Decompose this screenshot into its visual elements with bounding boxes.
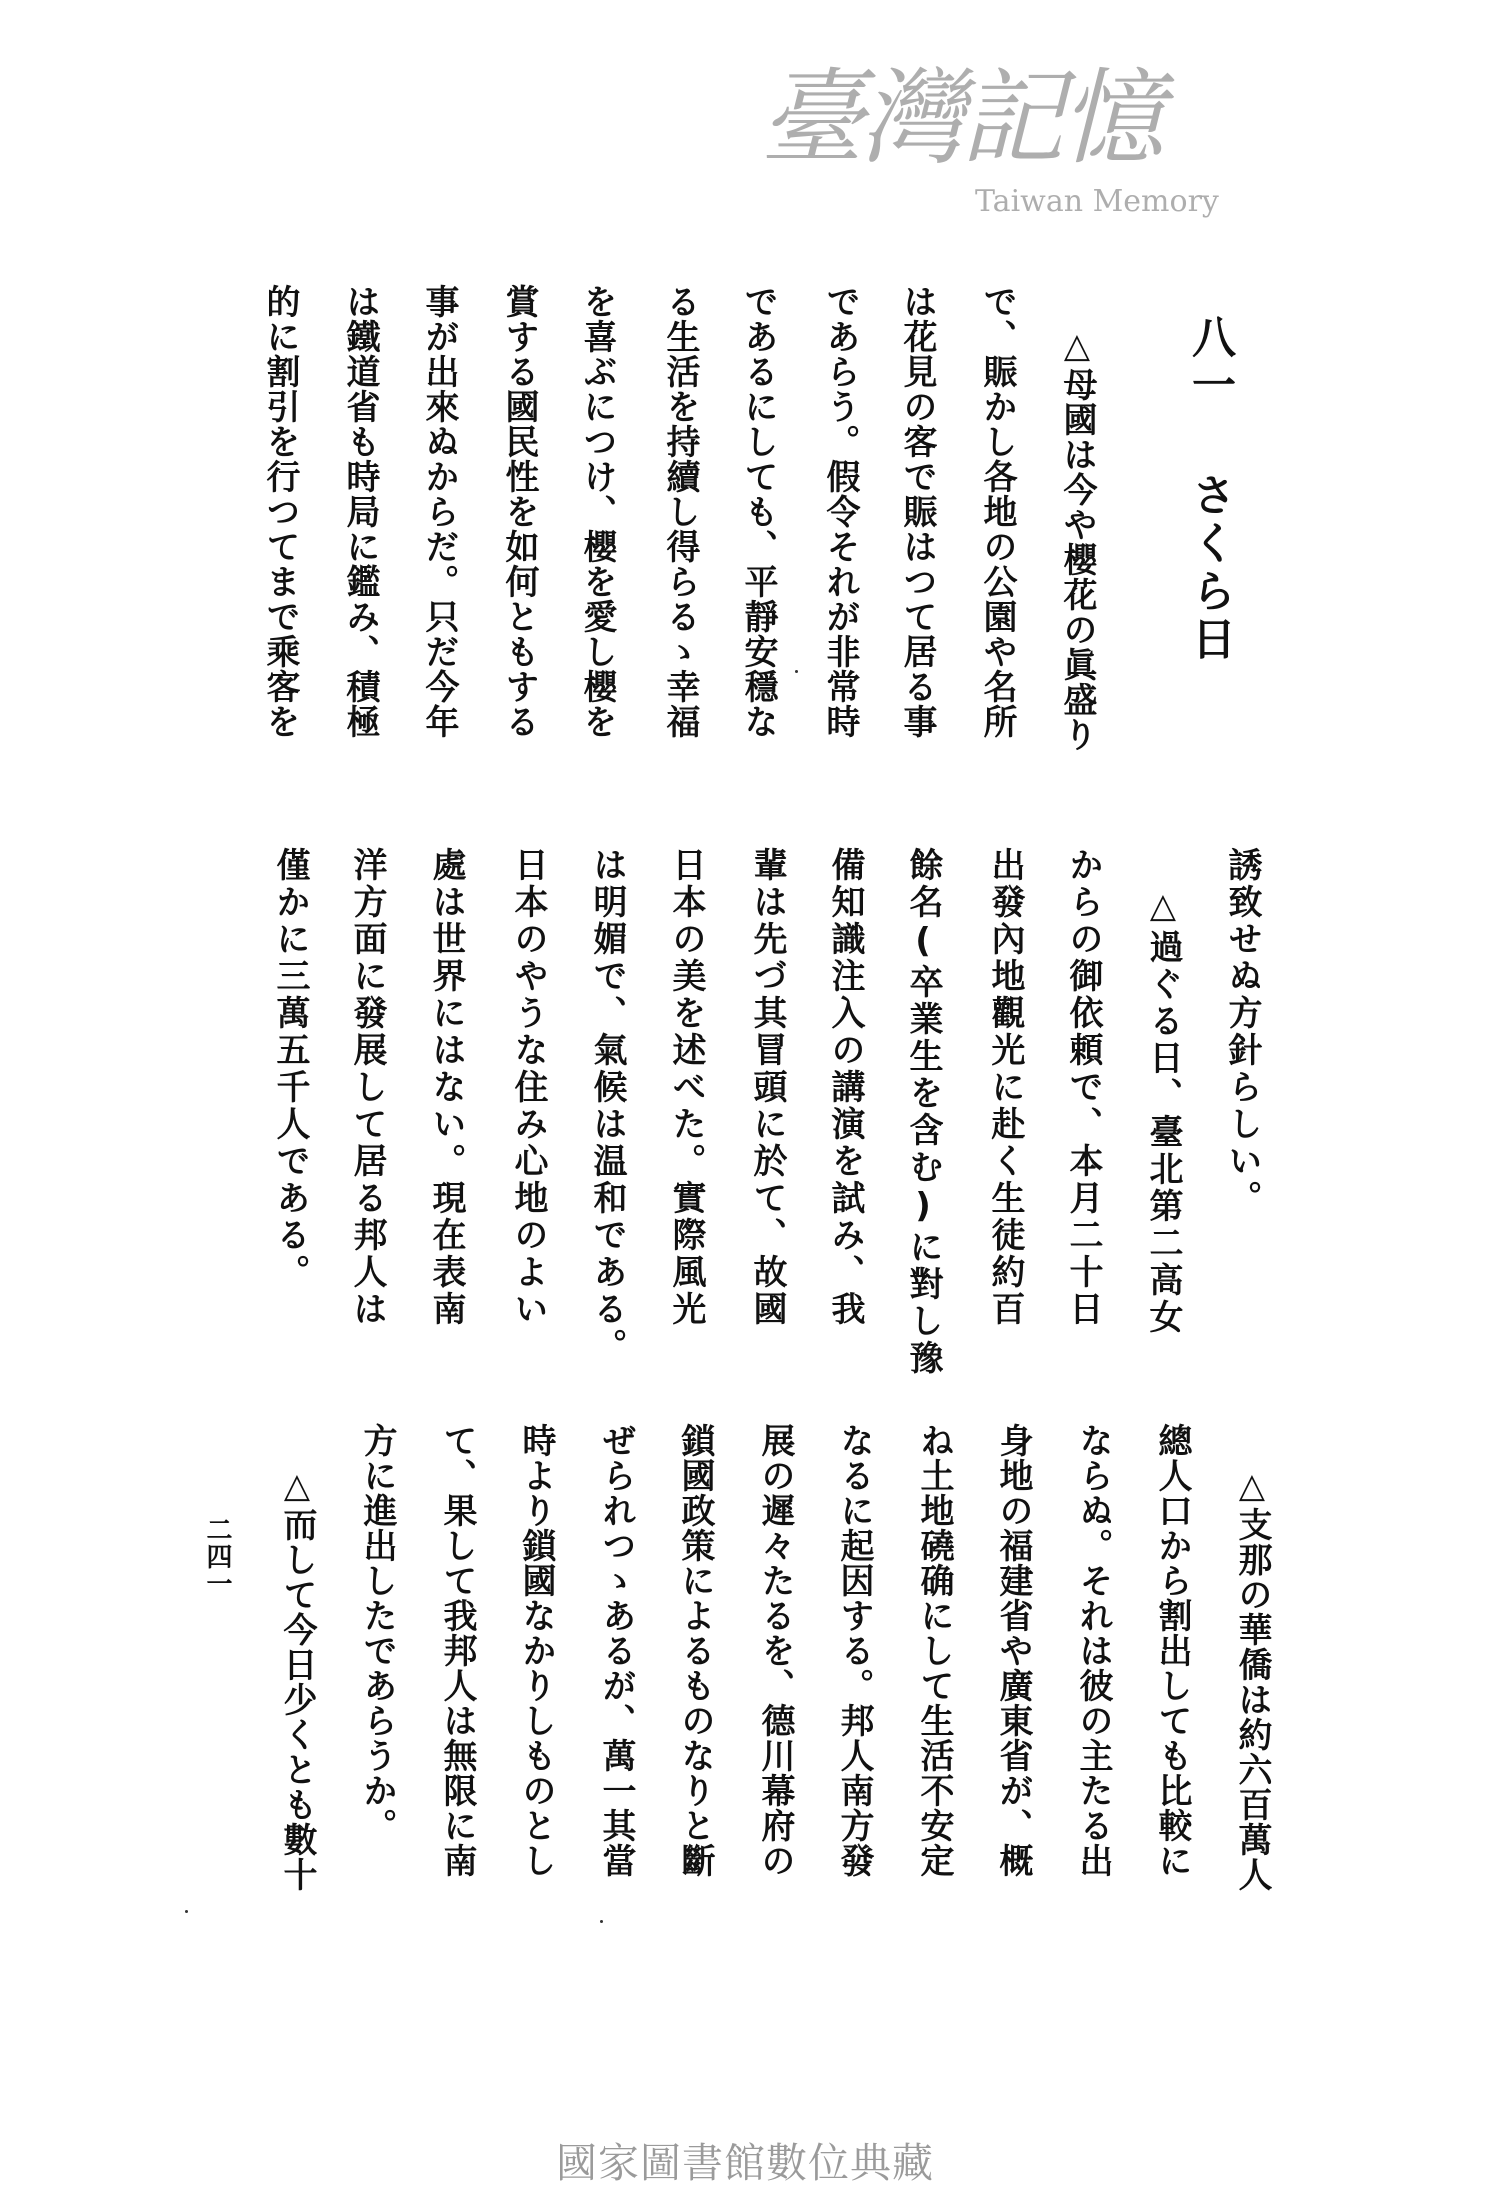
text-column: 洋方面に發展して居る邦人は (347, 847, 387, 1328)
library-footer-watermark: 國家圖書館數位典藏 (556, 2139, 934, 2187)
text-column: て、果して我邦人は無限に南 (437, 1423, 477, 1878)
watermark-logo-subtext: Taiwan Memory (975, 184, 1219, 219)
text-column: 日本の美を述べた。實際風光 (666, 847, 706, 1328)
page-number: 二四一 (202, 1516, 232, 1597)
text-column: なるに起因する。邦人南方發 (834, 1423, 874, 1878)
scan-speck (185, 1910, 188, 1913)
chapter-number: 八一 (1184, 314, 1235, 410)
text-column: は鐵道省も時局に鑑み、積極 (340, 284, 380, 739)
text-column: 處は世界にはない。現在表南 (426, 847, 466, 1328)
text-column: 僅かに三萬五千人である。 (270, 847, 310, 1291)
chapter-heading (1184, 314, 1235, 664)
text-column: 鎖國政策によるものなりと斷 (675, 1423, 715, 1878)
text-column: 的に割引を行つてまで乘客を (260, 284, 300, 739)
text-column: で、賑かし各地の公園や名所 (977, 284, 1017, 739)
text-column: 總人口から割出しても比較に (1152, 1423, 1192, 1878)
text-column: 方に進出したであらうか。 (357, 1423, 397, 1843)
text-column: 賞する國民性を如何ともする (499, 284, 539, 739)
text-column: ね土地磽确にして生活不安定 (914, 1423, 954, 1878)
text-column: 身地の福建省や廣東省が、概 (993, 1423, 1033, 1878)
chapter-title: さくら日 (1184, 472, 1235, 664)
text-column: 餘名(卒業生を含む)に對し豫 (903, 847, 943, 1377)
text-column: る生活を持續し得らるゝ幸福 (660, 284, 700, 739)
text-column: ならぬ。それは彼の主たる出 (1073, 1423, 1113, 1878)
text-column: 時より鎖國なかりしものとし (516, 1423, 556, 1878)
text-column: △支那の華僑は約六百萬人 (1232, 1466, 1272, 1892)
text-column: 誘致せぬ方針らしい。 (1222, 847, 1262, 1217)
scan-speck (795, 670, 798, 673)
text-column: は明媚で、氣候は温和である。 (587, 847, 627, 1365)
text-column: △而して今日少くとも數十 (277, 1466, 317, 1892)
text-column: を喜ぶにつけ、櫻を愛し櫻を (577, 284, 617, 739)
text-column: 輩は先づ其冒頭に於て、故國 (747, 847, 787, 1328)
text-column: であらう。假令それが非常時 (820, 284, 860, 739)
text-column: 出發內地觀光に赴く生徒約百 (985, 847, 1025, 1328)
text-column: であるにしても、平靜安穩な (738, 284, 778, 739)
text-column: 備知識注入の講演を試み、我 (825, 847, 865, 1328)
watermark-logo-text: 臺灣記憶 (760, 57, 1161, 179)
text-column: ぜられつゝあるが、萬一其當 (596, 1423, 636, 1878)
text-column: △母國は今や櫻花の眞盛り (1057, 326, 1097, 752)
text-column: は花見の客で賑はつて居る事 (897, 284, 937, 739)
scan-speck (600, 1920, 603, 1923)
text-column: 日本のやうな住み心地のよい (508, 847, 548, 1328)
text-column: 展の遲々たるを、德川幕府の (755, 1423, 795, 1878)
text-column: 事が出來ぬからだ。只だ今年 (419, 284, 459, 739)
taiwan-memory-watermark-logo (760, 57, 1220, 230)
text-column: △過ぐる日、臺北第二高女 (1143, 886, 1183, 1336)
text-column: からの御依頼で、本月二十日 (1063, 847, 1103, 1328)
